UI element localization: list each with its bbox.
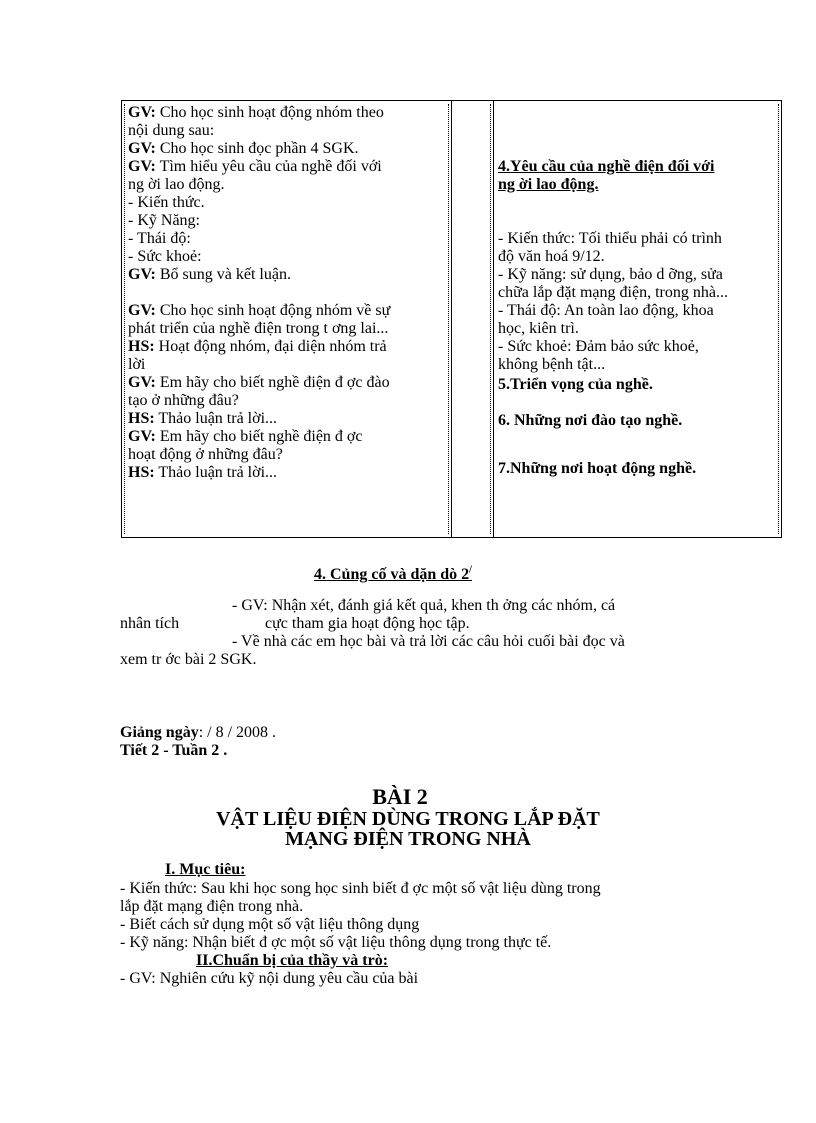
line-text: lời [128, 356, 146, 373]
req-knowledge-cont: độ văn hoá 9/12. [498, 248, 605, 265]
left-column-line [128, 194, 448, 212]
objective-usage: - Biết cách sử dụng một số vật liệu thông dụng [120, 916, 420, 933]
left-column-line [128, 392, 448, 410]
left-column-line [128, 356, 448, 374]
left-column-line [128, 446, 448, 464]
req-knowledge: - Kiến thức: Tối thiểu phải có trình [498, 230, 722, 247]
section4-line3: - Về nhà các em học bài và trả lời các câu hỏi cuối bài đọc và [232, 633, 625, 650]
left-column-line [128, 140, 448, 158]
line-text: Tìm hiểu yêu cầu của nghề đối với [155, 158, 382, 175]
line-text: - Thái độ: [128, 230, 191, 247]
preparation-teacher: - GV: Nghiên cứu kỹ nội dung yêu cầu của bài [120, 970, 419, 987]
table-border-left [121, 100, 122, 538]
line-text: hoạt động ở những đâu? [128, 446, 283, 463]
left-column-line [128, 104, 448, 122]
line-text: tạo ở những đâu? [128, 392, 239, 409]
table-divider-2 [493, 100, 494, 538]
line-text: Cho học sinh đọc phần 4 SGK. [155, 140, 359, 157]
table-divider-1 [451, 100, 452, 538]
speaker-label: HS: [128, 410, 155, 427]
line-text: Em hãy cho biết nghề điện đ ợc đào [155, 374, 390, 391]
section4-line2-b: cực tham gia hoạt động học tập. [265, 615, 470, 632]
heading-training-places: 6. Những nơi đào tạo nghề. [498, 412, 683, 429]
period-week: Tiết 2 - Tuần 2 . [120, 742, 228, 759]
speaker-label: GV: [128, 266, 156, 283]
line-text: - Sức khoẻ: [128, 248, 202, 265]
heading-prospects: 5.Triển vọng của nghề. [498, 376, 653, 393]
left-column-line [128, 374, 448, 392]
left-column-line [128, 464, 448, 482]
table-dotted-inner-mid [448, 104, 449, 534]
teaching-date: Giảng ngày: / 8 / 2008 . [120, 724, 277, 741]
line-text: Bổ sung và kết luận. [155, 266, 291, 283]
speaker-label: GV: [128, 374, 156, 391]
lesson-title: BÀI 2 [372, 784, 428, 809]
speaker-label: GV: [128, 302, 156, 319]
left-column-line [128, 230, 448, 248]
objective-skill: - Kỹ năng: Nhận biết đ ợc một số vật liệu thông dụng trong thực tế. [120, 934, 552, 951]
left-column-line [128, 212, 448, 230]
line-text: Thảo luận trả lời... [154, 464, 278, 481]
line-text: Hoạt động nhóm, đại diện nhóm trả [154, 338, 387, 355]
left-column-line [128, 302, 448, 320]
line-text: phát triển của nghề điện trong t ơng lai... [128, 320, 389, 337]
table-left-column [128, 104, 448, 482]
objective-knowledge: - Kiến thức: Sau khi học song học sinh biết đ ợc một số vật liệu dùng trong [120, 880, 601, 897]
heading-requirements-cont: ng ời lao động. [498, 176, 599, 193]
lesson-subtitle-2: MẠNG ĐIỆN TRONG NHÀ [285, 828, 531, 850]
left-column-line [128, 284, 448, 302]
left-column-line [128, 320, 448, 338]
left-column-line [128, 248, 448, 266]
req-skill-cont: chữa lắp đặt mạng điện, trong nhà... [498, 284, 728, 301]
req-health-cont: không bệnh tật... [498, 356, 606, 373]
line-text: ng ời lao động. [128, 176, 225, 193]
speaker-label: HS: [128, 338, 155, 355]
line-text: nội dung sau: [128, 122, 215, 139]
heading-requirements: 4.Yêu cầu của nghề điện đối với [498, 158, 715, 175]
left-column-line [128, 338, 448, 356]
left-column-line [128, 122, 448, 140]
left-column-line [128, 176, 448, 194]
speaker-label: GV: [128, 104, 156, 121]
section4-heading: 4. Củng cố và dặn dò 2/ [314, 565, 472, 584]
line-text: Thảo luận trả lời... [154, 410, 278, 427]
line-text: - Kỹ Năng: [128, 212, 200, 229]
table-right-column [498, 104, 783, 478]
left-column-line [128, 266, 448, 284]
req-skill: - Kỹ năng: sử dụng, bảo d ỡng, sửa [498, 266, 723, 283]
speaker-label: GV: [128, 428, 156, 445]
left-column-line [128, 428, 448, 446]
section4-line4: xem tr ớc bài 2 SGK. [120, 651, 257, 668]
req-attitude: - Thái độ: An toàn lao động, khoa [498, 302, 714, 319]
speaker-label: GV: [128, 140, 156, 157]
left-column-line [128, 158, 448, 176]
req-attitude-cont: học, kiên trì. [498, 320, 579, 337]
speaker-label: GV: [128, 158, 156, 175]
line-text: Cho học sinh hoạt động nhóm theo [155, 104, 384, 121]
speaker-label: HS: [128, 464, 155, 481]
section4-line1: - GV: Nhận xét, đánh giá kết quả, khen th ởng các nhóm, cá [232, 597, 616, 614]
table-dotted-inner-mid2 [490, 104, 491, 534]
left-column-line [128, 410, 448, 428]
line-text: Em hãy cho biết nghề điện đ ợc [155, 428, 363, 445]
lesson-subtitle-1: VẬT LIỆU ĐIỆN DÙNG TRONG LẮP ĐẶT [216, 808, 600, 830]
objectives-heading: I. Mục tiêu: [165, 861, 246, 878]
table-dotted-inner-left [124, 104, 125, 534]
preparation-heading: II.Chuẩn bị của thầy và trò: [196, 952, 389, 969]
objective-knowledge-cont: lắp đặt mạng điện trong nhà. [120, 898, 304, 915]
heading-work-places: 7.Những nơi hoạt động nghề. [498, 460, 697, 477]
line-text: - Kiến thức. [128, 194, 205, 211]
req-health: - Sức khoẻ: Đảm bảo sức khoẻ, [498, 338, 699, 355]
section4-line2-a: nhân tích [120, 615, 180, 632]
line-text: Cho học sinh hoạt động nhóm về sự [155, 302, 391, 319]
